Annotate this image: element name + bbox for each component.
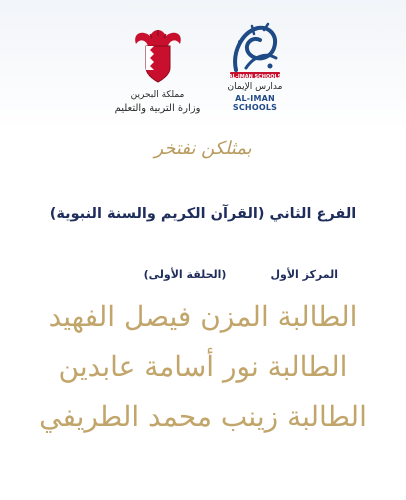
school-name-arabic: مدارس الإيمان xyxy=(227,82,283,92)
student-name-3: الطالبة زينب محمد الطريفي xyxy=(39,400,367,433)
rank-level: (الحلقة الأولى) xyxy=(143,268,227,281)
al-iman-calligraphy-icon xyxy=(224,22,286,78)
student-name-1: الطالبة المزن فيصل الفهيد xyxy=(48,300,358,333)
ministry-of-education-logo xyxy=(110,26,205,114)
school-name-english: AL-IMAN SCHOOLS xyxy=(232,94,278,112)
bahrain-emblem-icon xyxy=(130,26,186,84)
al-iman-schools-logo xyxy=(215,22,295,112)
banner-text: AL-IMAN SCHOOLS xyxy=(228,74,282,80)
slogan: بمثلكن نفتخر xyxy=(154,138,252,159)
rank-place: المركز الأول xyxy=(270,268,338,281)
student-name-2: الطالبة نور أسامة عابدين xyxy=(58,350,348,383)
rank-row xyxy=(144,268,338,281)
branch-title: الفرع الثاني (القرآن الكريم والسنة النبوية) xyxy=(49,206,357,222)
ministry-name-arabic: وزارة التربية والتعليم xyxy=(114,103,201,114)
kingdom-name-arabic: مملكة البحرين xyxy=(130,90,185,100)
